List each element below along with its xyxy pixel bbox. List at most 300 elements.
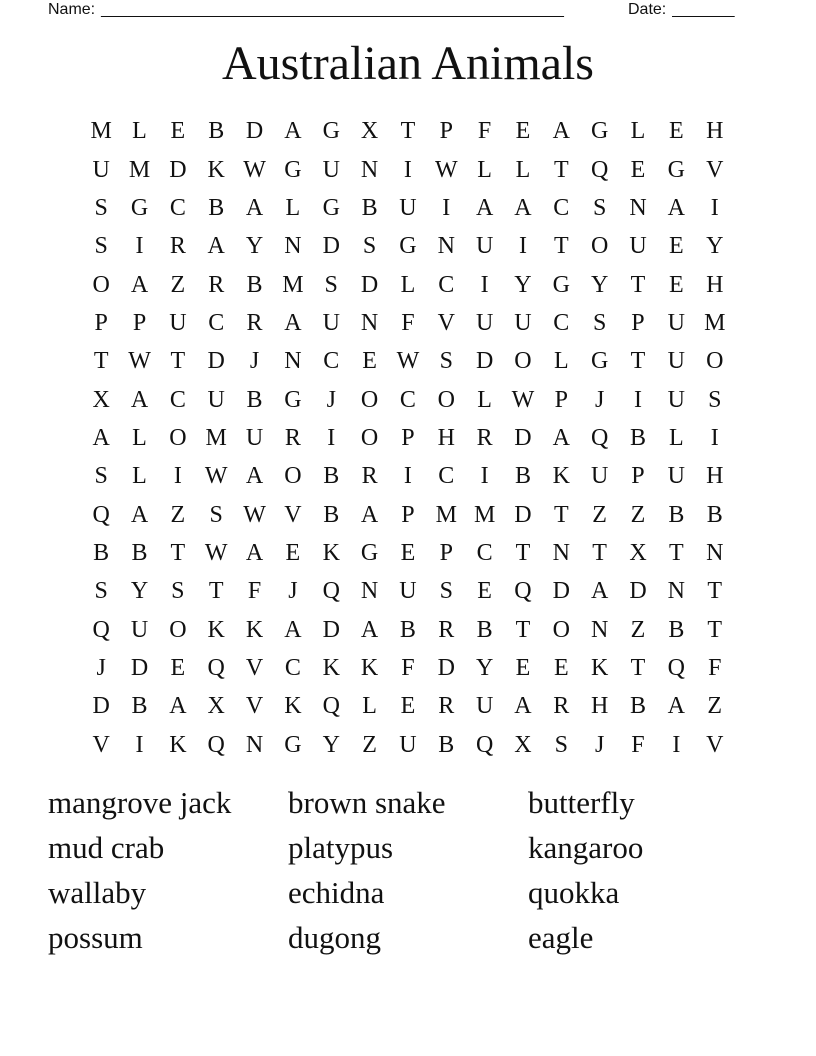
grid-letter: M [704,309,726,336]
grid-letter: Q [667,654,685,681]
grid-letter: J [594,386,605,413]
grid-letter: B [131,539,148,566]
grid-letter: R [438,693,455,720]
grid-letter: L [400,271,416,298]
grid-letter: A [284,118,302,145]
grid-letter: D [629,578,647,605]
grid-letter: V [284,501,302,528]
grid-letter: E [668,118,684,145]
grid-letter: B [93,539,110,566]
grid-letter: K [207,156,225,183]
grid-letter: I [710,194,719,221]
page-title: Australian Animals [222,37,594,90]
grid-letter: S [592,194,607,221]
grid-letter: T [630,271,646,298]
grid-letter: A [245,463,264,490]
grid-letter: L [132,463,147,490]
grid-letter: N [552,539,570,566]
grid-letter: T [668,539,684,566]
grid-row [82,457,734,495]
grid-letter: X [207,693,225,720]
date-label: Date: [628,1,667,18]
grid-letter: J [594,731,605,758]
grid-letter: K [322,539,340,566]
grid-letter: D [360,271,379,298]
grid-letter: B [208,118,225,145]
grid-letter: E [400,693,416,720]
word-list-item: platypus [288,830,394,865]
grid-letter: F [477,118,492,145]
grid-letter: Z [362,731,377,758]
grid-letter: N [284,233,302,260]
grid-letter: T [515,616,531,643]
grid-letter: K [207,616,225,643]
grid-row [82,150,734,188]
grid-letter: G [284,731,302,758]
grid-letter: P [401,501,415,528]
word-list-item: possum [48,920,143,955]
grid-letter: P [439,118,453,145]
grid-letter: B [629,693,646,720]
grid-letter: J [96,654,106,681]
grid-letter: I [480,271,489,298]
grid-letter: W [204,463,228,490]
grid-letter: U [667,386,685,413]
grid-letter: F [401,654,415,681]
name-field [48,0,564,20]
grid-letter: F [631,731,645,758]
grid-letter: K [322,654,340,681]
grid-letter: J [249,348,260,375]
grid-letter: T [707,616,723,643]
grid-letter: U [92,156,110,183]
grid-letter: M [205,424,227,451]
grid-letter: F [401,309,415,336]
grid-letter: J [288,578,298,605]
grid-row [82,419,734,457]
grid-letter: S [171,578,185,605]
grid-row [82,227,734,265]
grid-letter: E [285,539,301,566]
grid-letter: Q [92,501,110,528]
grid-letter: A [245,194,264,221]
grid-letter: L [477,156,492,183]
grid-letter: W [243,156,266,183]
grid-letter: T [630,348,646,375]
grid-letter: N [706,539,724,566]
grid-letter: X [514,731,532,758]
grid-letter: U [130,616,149,643]
grid-letter: V [245,693,264,720]
grid-letter: I [672,731,681,758]
grid-letter: N [667,578,685,605]
grid-letter: A [514,693,532,720]
grid-letter: U [475,693,494,720]
grid-letter: A [130,271,149,298]
grid-letter: S [554,731,568,758]
grid-letter: C [399,386,416,413]
grid-letter: C [284,654,301,681]
grid-row [82,610,734,648]
grid-letter: A [207,233,225,260]
grid-letter: Z [170,271,186,298]
grid-letter: Q [92,616,110,643]
grid-letter: C [169,194,186,221]
grid-letter: U [514,309,532,336]
grid-letter: T [707,578,723,605]
grid-letter: U [590,463,609,490]
grid-letter: V [706,156,724,183]
grid-letter: Z [630,616,646,643]
grid-letter: U [207,386,225,413]
grid-letter: K [552,463,570,490]
grid-letter: S [94,194,108,221]
grid-letter: L [285,194,301,221]
grid-letter: A [667,194,685,221]
grid-letter: G [590,348,609,375]
grid-letter: R [169,233,186,260]
grid-letter: G [590,118,609,145]
grid-row [82,189,734,227]
grid-letter: V [437,309,455,336]
grid-letter: P [554,386,568,413]
grid-letter: M [90,118,112,145]
grid-letter: Y [475,654,494,681]
grid-letter: Z [630,501,646,528]
word-list-item: eagle [528,920,594,955]
grid-letter: N [360,309,379,336]
grid-letter: G [284,156,302,183]
grid-letter: X [92,386,110,413]
grid-letter: Y [514,271,532,298]
grid-letter: N [360,156,379,183]
grid-letter: T [93,348,109,375]
grid-letter: E [630,156,646,183]
grid-letter: C [323,348,340,375]
grid-letter: V [706,731,724,758]
grid-letter: N [437,233,455,260]
grid-letter: K [360,654,379,681]
grid-letter: R [438,616,455,643]
word-list-item: butterfly [528,785,635,820]
grid-letter: A [92,424,110,451]
grid-letter: R [246,309,263,336]
grid-letter: I [135,731,144,758]
grid-row [82,342,734,380]
grid-letter: Q [475,731,494,758]
grid-letter: D [437,654,455,681]
grid-letter: L [553,348,569,375]
grid-letter: D [245,118,264,145]
grid-letter: C [208,309,225,336]
grid-letter: I [518,233,527,260]
date-blank: _______ [672,1,735,18]
grid-letter: O [437,386,455,413]
grid-letter: B [131,693,148,720]
grid-letter: B [668,501,685,528]
grid-letter: T [170,539,186,566]
grid-letter: B [438,731,455,758]
grid-letter: I [403,156,412,183]
grid-letter: C [169,386,186,413]
grid-row [82,380,734,418]
grid-letter: C [553,309,570,336]
grid-letter: S [592,309,607,336]
grid-letter: G [360,539,379,566]
grid-letter: B [629,424,646,451]
grid-letter: U [667,309,685,336]
grid-letter: C [553,194,570,221]
grid-letter: A [475,194,494,221]
grid-letter: T [553,233,569,260]
grid-letter: G [322,118,340,145]
grid-letter: M [282,271,304,298]
grid-row [82,572,734,610]
word-list-item: dugong [288,920,381,955]
grid-letter: A [130,501,149,528]
grid-letter: E [553,654,569,681]
grid-letter: A [590,578,609,605]
grid-letter: U [399,578,417,605]
grid-letter: E [362,348,377,375]
grid-letter: O [92,271,110,298]
grid-letter: F [708,654,722,681]
grid-letter: A [284,309,302,336]
grid-letter: T [553,156,569,183]
grid-letter: Y [130,578,149,605]
grid-letter: W [511,386,535,413]
grid-letter: P [94,309,108,336]
grid-letter: U [475,233,494,260]
grid-letter: L [477,386,492,413]
grid-letter: C [438,463,455,490]
grid-letter: W [243,501,266,528]
grid-letter: I [442,194,451,221]
grid-letter: L [132,118,147,145]
grid-letter: H [706,463,724,490]
grid-letter: D [514,424,532,451]
grid-letter: B [514,463,531,490]
grid-letter: S [362,233,377,260]
grid-letter: U [399,194,417,221]
grid-letter: A [360,616,379,643]
grid-letter: X [629,539,647,566]
grid-letter: D [514,501,532,528]
grid-letter: S [94,578,108,605]
grid-letter: T [400,118,416,145]
grid-letter: I [710,424,719,451]
grid-letter: U [475,309,494,336]
grid-letter: O [169,616,187,643]
grid-letter: I [327,424,336,451]
grid-letter: U [667,463,685,490]
grid-letter: D [92,693,110,720]
grid-letter: D [130,654,149,681]
grid-letter: E [170,118,186,145]
grid-letter: Y [245,233,264,260]
grid-letter: H [590,693,609,720]
grid-letter: H [437,424,455,451]
grid-letter: U [322,156,340,183]
word-list-item: kangaroo [528,830,644,865]
grid-letter: D [552,578,570,605]
grid-letter: H [706,118,724,145]
grid-letter: S [708,386,722,413]
grid-letter: C [438,271,455,298]
grid-letter: O [514,348,532,375]
grid-letter: L [630,118,646,145]
grid-letter: B [323,463,340,490]
grid-letter: R [284,424,301,451]
grid-letter: B [208,194,225,221]
grid-letter: W [434,156,458,183]
grid-letter: B [706,501,723,528]
grid-letter: Z [592,501,607,528]
grid-letter: P [631,463,645,490]
grid-letter: E [170,654,186,681]
grid-letter: S [439,348,453,375]
grid-letter: E [668,271,684,298]
grid-letter: O [360,386,379,413]
grid-letter: E [668,233,684,260]
grid-letter: K [284,693,302,720]
grid-letter: W [396,348,420,375]
grid-letter: U [245,424,264,451]
grid-letter: U [629,233,647,260]
grid-letter: F [247,578,262,605]
grid-letter: B [323,501,340,528]
grid-letter: G [399,233,417,260]
grid-letter: K [169,731,187,758]
grid-letter: V [245,654,264,681]
grid-letter: A [284,616,302,643]
grid-letter: Z [170,501,186,528]
grid-letter: E [515,118,531,145]
grid-letter: S [94,233,108,260]
grid-letter: L [668,424,684,451]
grid-letter: Q [207,654,225,681]
grid-letter: U [169,309,187,336]
word-list-item: brown snake [288,785,446,820]
grid-letter: B [246,386,263,413]
grid-letter: A [169,693,187,720]
grid-letter: A [552,424,570,451]
grid-letter: U [322,309,340,336]
grid-letter: U [667,348,685,375]
grid-letter: M [473,501,496,528]
grid-letter: G [552,271,570,298]
grid-letter: D [475,348,494,375]
grid-row [82,687,734,725]
grid-letter: J [326,386,336,413]
grid-letter: L [132,424,147,451]
word-list [48,780,768,960]
name-blank: ____________________________________________________ [101,1,564,18]
grid-letter: E [400,539,416,566]
grid-letter: E [515,654,531,681]
grid-letter: S [94,463,108,490]
grid-letter: T [515,539,531,566]
grid-letter: W [128,348,151,375]
grid-letter: D [322,233,340,260]
grid-letter: I [633,386,642,413]
grid-letter: P [439,539,453,566]
grid-letter: Q [322,693,340,720]
word-list-item: quokka [528,875,620,910]
grid-letter: N [590,616,609,643]
grid-letter: O [706,348,724,375]
grid-letter: K [245,616,264,643]
grid-letter: O [360,424,379,451]
grid-row [82,726,734,764]
grid-letter: V [92,731,110,758]
grid-letter: A [552,118,570,145]
grid-row [82,495,734,533]
grid-letter: N [629,194,647,221]
grid-letter: A [130,386,149,413]
grid-letter: H [706,271,724,298]
grid-letter: P [401,424,415,451]
word-list-item: mangrove jack [48,785,232,820]
grid-letter: T [553,501,569,528]
grid-row [82,112,734,150]
grid-letter: T [170,348,186,375]
grid-letter: R [553,693,570,720]
grid-letter: Z [707,693,723,720]
grid-letter: O [284,463,302,490]
grid-letter: S [324,271,338,298]
grid-letter: B [476,616,493,643]
grid-letter: L [362,693,377,720]
word-list-item: echidna [288,875,385,910]
grid-row [82,265,734,303]
grid-letter: P [631,309,645,336]
grid-letter: D [207,348,225,375]
grid-letter: I [480,463,489,490]
grid-letter: X [360,118,379,145]
grid-letter: N [245,731,264,758]
grid-letter: D [169,156,187,183]
word-list-item: wallaby [48,875,147,910]
name-label: Name: [48,1,96,18]
grid-letter: A [667,693,685,720]
grid-letter: E [477,578,492,605]
grid-letter: Y [322,731,340,758]
grid-letter: D [322,616,340,643]
grid-letter: G [284,386,302,413]
grid-letter: I [403,463,412,490]
grid-letter: I [135,233,144,260]
grid-letter: G [130,194,149,221]
grid-letter: A [360,501,379,528]
grid-letter: A [514,194,532,221]
grid-letter: M [128,156,151,183]
grid-letter: R [361,463,378,490]
grid-letter: U [399,731,417,758]
grid-letter: L [515,156,531,183]
grid-letter: W [204,539,228,566]
word-list-item: mud crab [48,830,165,865]
grid-letter: K [590,654,609,681]
grid-letter: O [590,233,609,260]
grid-letter: N [360,578,379,605]
grid-row [82,304,734,342]
grid-letter: T [630,654,646,681]
grid-letter: Q [590,424,609,451]
grid-letter: Q [322,578,340,605]
name-date-header [48,0,748,20]
grid-row [82,649,734,687]
